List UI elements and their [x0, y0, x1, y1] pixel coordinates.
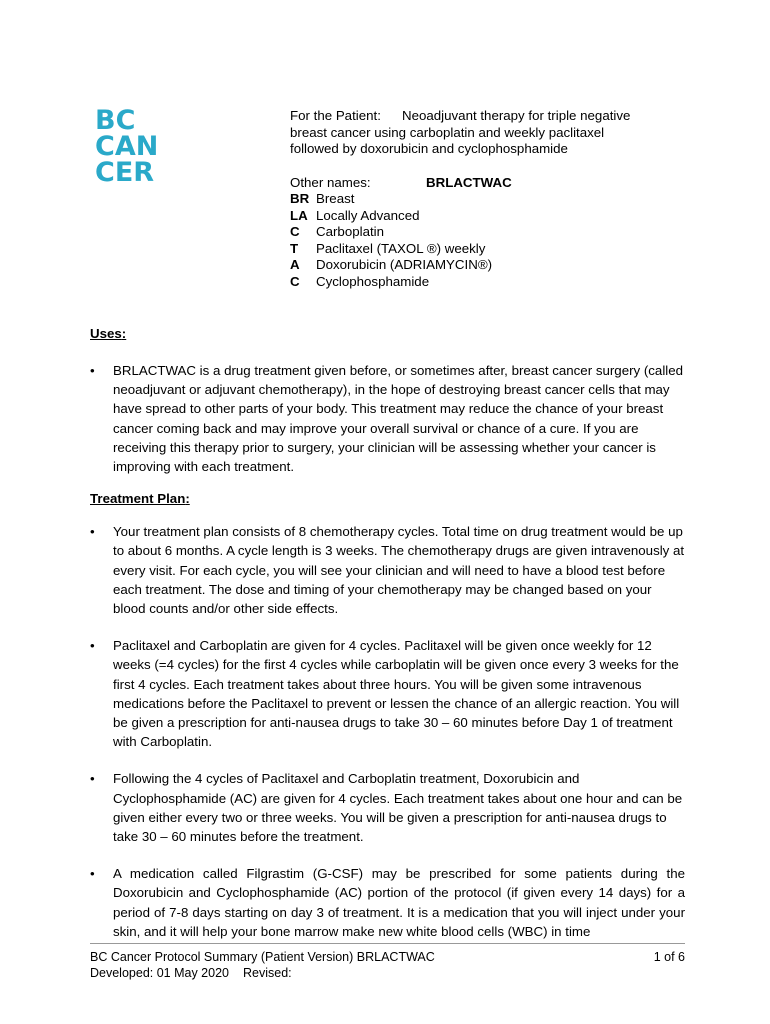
code-value: Locally Advanced: [316, 207, 420, 223]
code-row: [290, 224, 690, 241]
patient-title-line-3: followed by doxorubicin and cyclophosphamide: [290, 141, 568, 156]
code-row: [290, 241, 690, 258]
list-item: • A medication called Filgrastim (G-CSF) may be prescribed for some patients during the Doxorubicin and Cyclophosphamide (AC) portion of the protocol (if given every 14 days) for a period of 7-8 days starting on day 3 of treatment. It is a medication that you will inject under your skin, and it will help your bone marrow make new white blood cells (WBC) in time: [90, 864, 685, 941]
code-row: [290, 208, 690, 225]
uses-heading: Uses:: [90, 326, 127, 341]
code-value: Carboplatin: [316, 224, 385, 239]
other-names-label: Other names:: [290, 174, 371, 190]
code-key: LA: [290, 207, 308, 223]
code-key: C: [290, 273, 300, 289]
code-value: Cyclophosphamide: [316, 273, 430, 289]
bc-cancer-logo: [95, 105, 159, 188]
code-row: [290, 257, 690, 274]
list-item: • Following the 4 cycles of Paclitaxel and Carboplatin treatment, Doxorubicin and Cyclophosphamide (AC) are given for 4 cycles. Each treatment takes about one hour and can be given either every two or three weeks. You will be given a prescription for anti-nausea drugs to take 30 – 60 minutes before the treatment.: [90, 769, 685, 846]
treatment-plan-heading: Treatment Plan:: [90, 491, 190, 507]
list-item: • Your treatment plan consists of 8 chemotherapy cycles. Total time on drug treatment would be up to about 6 months. A cycle length is 3 weeks. The chemotherapy drugs are given intravenously at every visit. For each cycle, you will see your clinician and will need to have a blood test before each treatment. The dose and timing of your chemotherapy may be changed based on your blood counts and/or other side effects.: [90, 522, 685, 618]
patient-title-row: [290, 108, 690, 125]
logo-line-2: CAN: [95, 131, 159, 162]
code-key: T: [290, 240, 299, 256]
patient-title-line-2: breast cancer using carboplatin and weekly paclitaxel: [290, 124, 605, 140]
patient-title-line-1: Neoadjuvant therapy for triple negative: [402, 108, 631, 123]
other-names-block: [290, 175, 690, 291]
list-item: • Paclitaxel and Carboplatin are given for 4 cycles. Paclitaxel will be given once weekly for 12 weeks (=4 cycles) for the first 4 cycles while carboplatin will be given once every 3 weeks for the first 4 cycles. Each treatment takes about three hours. You will be given some intravenous medications before the Paclitaxel to prevent or lessen the chance of an allergic reaction. You will be given a prescription for anti-nausea drugs to take 30 – 60 minutes before Day 1 of treatment with Carboplatin.: [90, 636, 685, 751]
code-key: A: [290, 257, 300, 272]
footer-title: BC Cancer Protocol Summary (Patient Version) BRLACTWAC: [90, 950, 435, 964]
list-item: • BRLACTWAC is a drug treatment given before, or sometimes after, breast cancer surgery (called neoadjuvant or adjuvant chemotherapy), in the hope of destroying breast cancer cells that may have spread to other parts of your body. This treatment may reduce the chance of your breast cancer coming back and may improve your overall survival or chance of a cure. If you are receiving this therapy prior to surgery, your clinician will be assessing whether your cancer is improving with each treatment.: [90, 361, 685, 476]
page-footer: [90, 943, 685, 981]
logo-line-1: BC: [95, 105, 136, 136]
document-header: [290, 108, 690, 290]
code-value: Breast: [316, 191, 355, 206]
code-key: BR: [290, 191, 310, 206]
code-key: C: [290, 224, 300, 239]
protocol-code: BRLACTWAC: [426, 174, 512, 190]
patient-label: For the Patient:: [290, 108, 381, 123]
developed-date: Developed: 01 May 2020: [90, 966, 229, 980]
page-number: 1 of 6: [653, 950, 685, 964]
logo-line-3: CER: [95, 157, 155, 188]
revised-label: Revised:: [242, 966, 292, 980]
code-row: [290, 191, 690, 208]
other-names-row: [290, 175, 690, 192]
document-body: [90, 324, 685, 941]
code-value: Doxorubicin (ADRIAMYCIN®): [316, 257, 493, 272]
code-value: Paclitaxel (TAXOL ®) weekly: [316, 240, 486, 256]
code-row: [290, 274, 690, 291]
